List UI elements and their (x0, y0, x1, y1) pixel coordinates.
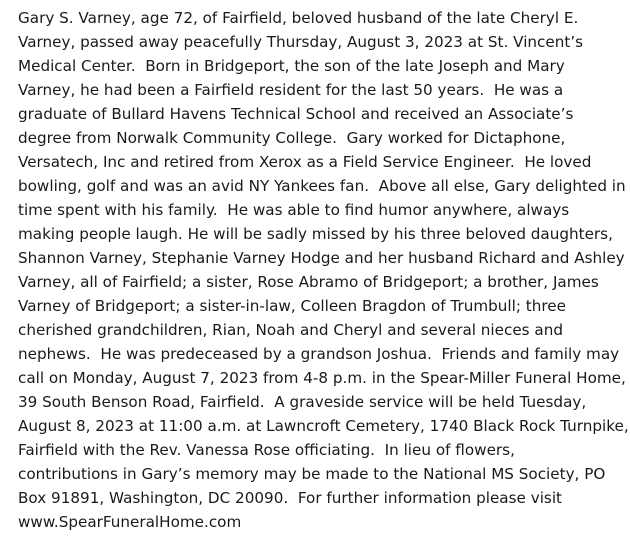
obituary-line-9: time spent with his family. He was able to find humor anywhere, always (18, 201, 570, 219)
obituary-line-1: Gary S. Varney, age 72, of Fairfield, beloved husband of the late Cheryl E. (18, 9, 579, 27)
obituary-line-10: making people laugh. He will be sadly missed by his three beloved daughters, (18, 225, 613, 243)
obituary-line-3: Medical Center. Born in Bridgeport, the son of the late Joseph and Mary (18, 57, 565, 75)
obituary-line-6: degree from Norwalk Community College. Gary worked for Dictaphone, (18, 129, 566, 147)
obituary-text (18, 6, 629, 534)
obituary-line-17: 39 South Benson Road, Fairfield. A graveside service will be held Tuesday, (18, 393, 587, 411)
funeral-home-website-link[interactable]: www.SpearFuneralHome.com (18, 513, 242, 531)
obituary-line-7: Versatech, Inc and retired from Xerox as a Field Service Engineer. He loved (18, 153, 592, 171)
obituary-line-4: Varney, he had been a Fairfield resident for the last 50 years. He was a (18, 81, 564, 99)
obituary-line-5: graduate of Bullard Havens Technical School and received an Associate’s (18, 105, 574, 123)
obituary-line-15: nephews. He was predeceased by a grandson Joshua. Friends and family may (18, 345, 620, 363)
obituary-line-14: cherished grandchildren, Rian, Noah and Cheryl and several nieces and (18, 321, 563, 339)
obituary-line-18: August 8, 2023 at 11:00 a.m. at Lawncroft Cemetery, 1740 Black Rock Turnpike, (18, 417, 629, 435)
obituary-line-20: contributions in Gary’s memory may be made to the National MS Society, PO (18, 465, 606, 483)
obituary-line-8: bowling, golf and was an avid NY Yankees fan. Above all else, Gary delighted in (18, 177, 626, 195)
obituary-line-19: Fairfield with the Rev. Vanessa Rose officiating. In lieu of flowers, (18, 441, 515, 459)
obituary-line-16: call on Monday, August 7, 2023 from 4-8 p.m. in the Spear-Miller Funeral Home, (18, 369, 626, 387)
website-line (18, 510, 624, 534)
obituary-line-21: Box 91891, Washington, DC 20090. For further information please visit (18, 489, 562, 507)
obituary-line-13: Varney of Bridgeport; a sister-in-law, Colleen Bragdon of Trumbull; three (18, 297, 566, 315)
obituary-line-2: Varney, passed away peacefully Thursday, August 3, 2023 at St. Vincent’s (18, 33, 584, 51)
obituary-line-12: Varney, all of Fairfield; a sister, Rose Abramo of Bridgeport; a brother, James (18, 273, 599, 291)
obituary-line-11: Shannon Varney, Stephanie Varney Hodge and her husband Richard and Ashley (18, 249, 625, 267)
